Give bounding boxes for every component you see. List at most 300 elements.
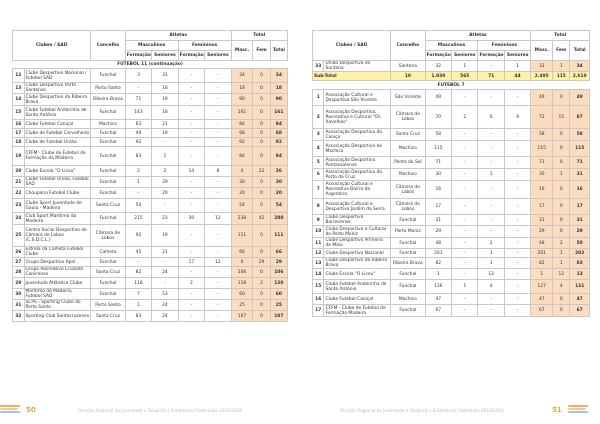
table-row <box>13 311 288 322</box>
club-name: Clube Desportivo Nacional <box>324 249 391 258</box>
total-masc: 127 <box>531 280 553 294</box>
total-fem: 42 <box>253 213 270 225</box>
concelho: Santa Cruz <box>91 199 126 213</box>
header-formacao: Formação <box>178 51 204 61</box>
seniores-fem: - <box>205 199 231 213</box>
concelho: Câmara de Lobos <box>391 181 425 199</box>
club-name: Associação Cultural e Recreativa Bairro da Argentina <box>324 181 391 199</box>
table-row <box>313 305 590 317</box>
table-row <box>13 147 288 166</box>
row-index: 33 <box>313 61 324 72</box>
total: 161 <box>270 106 287 120</box>
seniores-masc: - <box>452 305 478 317</box>
total: 31 <box>570 215 590 226</box>
formacao-fem: 30 <box>178 213 204 225</box>
total-masc: 84 <box>231 120 253 129</box>
total-fem: 0 <box>253 83 270 94</box>
subtotal-row <box>313 72 590 81</box>
page-number: 51 <box>552 406 562 414</box>
row-index: 9 <box>313 215 324 226</box>
club-name: Clube Sport Juventude de Gaula - Madeira <box>24 199 91 213</box>
total-masc: 16 <box>531 181 553 199</box>
total-fem: 29 <box>253 258 270 267</box>
header-seniores: Seniores <box>152 51 178 61</box>
seniores-fem: - <box>504 169 530 181</box>
total-fem: 0 <box>553 157 570 169</box>
formacao-fem: - <box>178 106 204 120</box>
row-index: 1 <box>313 90 324 106</box>
seniores-fem: - <box>504 238 530 249</box>
concelho: Funchal <box>91 177 126 188</box>
row-index: 24 <box>13 213 25 225</box>
seniores-fem: - <box>205 106 231 120</box>
table-row <box>313 215 590 226</box>
total-fem: 1 <box>553 258 570 269</box>
seniores-masc: 2 <box>152 166 178 177</box>
total-masc: 0 <box>231 258 253 267</box>
seniores-fem: - <box>205 311 231 322</box>
formacao-fem: - <box>178 138 204 147</box>
table-row <box>313 294 590 305</box>
seniores-fem: - <box>504 157 530 169</box>
concelho: Funchal <box>91 289 126 300</box>
club-name: Clube de Futebol Carvalheiro <box>25 130 90 136</box>
header-total-sub: Total <box>570 41 590 61</box>
formacao-masc: 16 <box>425 181 451 199</box>
total-fem: 0 <box>553 294 570 305</box>
concelho: Funchal <box>91 69 126 83</box>
header-clubes: Clubes / SAD <box>313 31 391 61</box>
table-row <box>13 177 288 188</box>
formacao-masc: 47 <box>425 294 451 305</box>
total-masc: 92 <box>231 138 253 147</box>
formacao-masc: 45 <box>125 247 151 258</box>
seniores-masc: - <box>452 249 478 258</box>
total: 30 <box>270 177 287 188</box>
total: 49 <box>570 90 590 106</box>
seniores-fem: - <box>205 138 231 147</box>
total-masc: 49 <box>531 90 553 106</box>
seniores-fem: - <box>504 90 530 106</box>
total-fem: 0 <box>553 305 570 317</box>
seniores-fem: - <box>205 289 231 300</box>
formacao-masc: 30 <box>425 169 451 181</box>
total-masc: 115 <box>531 141 553 157</box>
row-index: 21 <box>13 177 25 188</box>
formacao-masc: - <box>125 258 151 267</box>
total-fem: 0 <box>253 177 270 188</box>
formacao-fem: - <box>478 226 504 238</box>
seniores-fem: - <box>205 225 231 247</box>
seniores-masc: - <box>152 258 178 267</box>
row-index: 32 <box>13 311 25 322</box>
formacao-masc: 29 <box>425 226 451 238</box>
table-row <box>313 61 590 72</box>
formacao-fem: - <box>178 69 204 83</box>
total: 66 <box>270 247 287 258</box>
row-index: 23 <box>13 199 25 213</box>
formacao-fem: - <box>478 141 504 157</box>
seniores-masc: - <box>452 129 478 141</box>
seniores-fem: - <box>504 181 530 199</box>
club-name: Clube Escola "O Liceu" <box>324 269 391 280</box>
total-masc: 30 <box>231 177 253 188</box>
total-masc: 118 <box>231 278 253 289</box>
row-index: 31 <box>13 300 25 311</box>
formacao-fem: 14 <box>178 166 204 177</box>
total-fem: 0 <box>253 300 270 311</box>
club-name: Associação Desportiva de Machico <box>324 141 391 157</box>
total-masc: 29 <box>531 226 553 238</box>
concelho: Machico <box>391 141 425 157</box>
seniores-masc: 1 <box>152 147 178 166</box>
total-masc: 20 <box>231 188 253 199</box>
seniores-masc: 18 <box>152 106 178 120</box>
total-fem: 0 <box>253 247 270 258</box>
table-row <box>313 157 590 169</box>
table-row <box>313 258 590 269</box>
table-row <box>13 258 288 267</box>
seniores-fem: - <box>205 177 231 188</box>
total: 84 <box>270 147 287 166</box>
seniores-masc: 1 <box>452 61 478 72</box>
total: 18 <box>270 83 287 94</box>
row-index: 11 <box>313 238 324 249</box>
subtotal-label: Sub-Total <box>313 72 391 81</box>
club-name: Estrela da Calheta Futebol Clube <box>24 247 91 258</box>
total: 107 <box>270 311 287 322</box>
header-fem: Fem <box>553 41 570 61</box>
table-row <box>13 278 288 289</box>
concelho: Machico <box>391 169 425 181</box>
section-title: FUTEBOL 11 (continuação) <box>13 61 288 69</box>
total-fem: 0 <box>253 106 270 120</box>
club-name: Clube Desportivo e Cultural do Porto Moniz <box>324 226 391 238</box>
formacao-masc: 1 <box>425 269 451 280</box>
row-index: 16 <box>13 120 25 129</box>
seniores-masc: - <box>152 278 178 289</box>
row-index: 18 <box>13 138 25 147</box>
total: 16 <box>570 181 590 199</box>
table-row <box>313 129 590 141</box>
total-fem: 4 <box>553 280 570 294</box>
total-masc: 72 <box>531 106 553 129</box>
formacao-fem: - <box>478 199 504 215</box>
seniores-fem: - <box>205 147 231 166</box>
header-masc: Masc. <box>231 41 253 61</box>
total-masc: 1 <box>531 269 553 280</box>
formacao-masc: 71 <box>125 94 151 106</box>
seniores-masc: 24 <box>152 311 178 322</box>
formacao-fem: 17 <box>178 258 204 267</box>
seniores-fem: - <box>205 188 231 199</box>
formacao-masc: 82 <box>425 258 451 269</box>
seniores-masc: 29 <box>152 177 178 188</box>
table-row <box>13 247 288 258</box>
total-fem: 0 <box>553 215 570 226</box>
row-index: 5 <box>313 157 324 169</box>
formacao-fem: - <box>478 215 504 226</box>
total-fem: 0 <box>553 181 570 199</box>
seniores-masc: - <box>452 157 478 169</box>
club-name: CFFM - Clube de Futebol de Formação da Madeira <box>24 147 91 166</box>
table-row <box>13 69 288 83</box>
table-row <box>313 249 590 258</box>
seniores-fem: - <box>504 226 530 238</box>
row-index: 14 <box>13 94 25 106</box>
seniores-fem: - <box>504 141 530 157</box>
table-row <box>13 213 288 225</box>
row-index: 17 <box>13 129 25 138</box>
total-fem: 1 <box>553 61 570 72</box>
table-row <box>13 129 288 138</box>
total-masc: 60 <box>231 289 253 300</box>
total-masc: 161 <box>231 106 253 120</box>
right-page <box>300 0 600 424</box>
total: 29 <box>570 226 590 238</box>
total: 50 <box>570 238 590 249</box>
formacao-fem: - <box>178 311 204 322</box>
seniores-masc: 24 <box>152 300 178 311</box>
formacao-fem: - <box>178 300 204 311</box>
formacao-masc: 48 <box>425 238 451 249</box>
seniores-masc: 53 <box>152 289 178 300</box>
total-fem: 1 <box>553 169 570 181</box>
table-row <box>13 199 288 213</box>
header-seniores: Seniores <box>205 51 231 61</box>
table-row <box>13 267 288 278</box>
row-index: 15 <box>313 280 324 294</box>
concelho: Calheta <box>91 247 126 258</box>
total: 71 <box>570 157 590 169</box>
total: 60 <box>270 289 287 300</box>
row-index: 12 <box>13 69 25 83</box>
table-row <box>313 169 590 181</box>
subtotal-formacao-masc: 1.930 <box>425 72 451 81</box>
club-name: Associação Desportiva, Recreativa e Cultural "Os Xavelhas" <box>324 106 391 129</box>
total: 84 <box>270 120 287 129</box>
seniores-masc: - <box>452 269 478 280</box>
formacao-fem: 2 <box>178 278 204 289</box>
total-masc: 18 <box>231 83 253 94</box>
club-name: Associação Cultural e Desportiva São Vicente <box>324 90 391 106</box>
table-row <box>313 141 590 157</box>
row-index: 12 <box>313 249 324 258</box>
club-name: Clube Desportivo Porto Santense <box>24 83 91 94</box>
seniores-masc: 2 <box>452 106 478 129</box>
concelho: Machico <box>91 120 126 129</box>
seniores-masc: 24 <box>152 267 178 278</box>
club-name: Sporting Club Santacruzense <box>24 311 91 322</box>
total: 67 <box>570 305 590 317</box>
header-concelho: Concelho <box>91 31 126 61</box>
total-fem: 0 <box>253 69 270 83</box>
total-fem: 0 <box>553 141 570 157</box>
total: 25 <box>270 300 287 311</box>
table-row <box>13 83 288 94</box>
total-masc: 82 <box>531 258 553 269</box>
formacao-masc: 92 <box>125 138 151 147</box>
formacao-fem: - <box>178 267 204 278</box>
seniores-fem: - <box>504 129 530 141</box>
total-fem: 0 <box>253 120 270 129</box>
concelho: Câmara de Lobos <box>391 106 425 129</box>
subtotal-total: 2.610 <box>570 72 590 81</box>
seniores-masc: - <box>452 226 478 238</box>
seniores-fem: - <box>205 300 231 311</box>
footer-stripes <box>568 405 590 417</box>
seniores-fem: - <box>504 280 530 294</box>
concelho: Santa Cruz <box>91 267 126 278</box>
seniores-fem: - <box>205 267 231 278</box>
subtotal-fem: 115 <box>553 72 570 81</box>
row-index: 22 <box>13 188 25 199</box>
concelho: Santana <box>391 61 425 72</box>
concelho: Funchal <box>91 106 126 120</box>
total: 106 <box>270 267 287 278</box>
table-row <box>13 138 288 147</box>
seniores-masc: 21 <box>152 247 178 258</box>
total-fem: 15 <box>553 106 570 129</box>
total-masc: 58 <box>531 129 553 141</box>
total-masc: 34 <box>231 69 253 83</box>
formacao-masc: 1 <box>125 300 151 311</box>
total-fem: 0 <box>253 289 270 300</box>
table-row <box>313 90 590 106</box>
total: 111 <box>270 225 287 247</box>
concelho: Funchal <box>91 166 126 177</box>
formacao-fem: - <box>478 157 504 169</box>
table-row <box>13 300 288 311</box>
formacao-fem: 4 <box>478 280 504 294</box>
seniores-fem: - <box>205 247 231 258</box>
formacao-masc: 63 <box>125 120 151 129</box>
total: 29 <box>270 258 287 267</box>
formacao-masc: 115 <box>425 141 451 157</box>
formacao-fem: - <box>178 83 204 94</box>
total: 34 <box>270 69 287 83</box>
concelho: Funchal <box>391 305 425 317</box>
header-formacao: Formação <box>125 51 151 61</box>
subtotal-seniores-fem: 44 <box>504 72 530 81</box>
row-index: 29 <box>13 278 25 289</box>
formacao-masc: 92 <box>125 225 151 247</box>
club-name: CFFM - Clube de Futebol de Formação Madeira <box>324 305 391 317</box>
formacao-masc: 31 <box>425 215 451 226</box>
club-name: Clube Futebol União, Futebol SAD <box>24 177 91 188</box>
formacao-fem: - <box>178 177 204 188</box>
seniores-fem: - <box>504 215 530 226</box>
table-row <box>13 94 288 106</box>
total-fem: 0 <box>553 226 570 238</box>
header-femininos: Femininos <box>178 41 231 51</box>
header-seniores: Seniores <box>452 51 478 61</box>
formacao-masc: 32 <box>425 61 451 72</box>
formacao-fem: 2 <box>478 238 504 249</box>
total-masc: 33 <box>531 61 553 72</box>
total-fem: 2 <box>553 238 570 249</box>
row-index: 19 <box>13 147 25 166</box>
concelho: Ribeira Brava <box>91 94 126 106</box>
formacao-masc: 58 <box>425 129 451 141</box>
club-name: SCPS - Sporting Clube do Porto Santo <box>24 300 91 311</box>
formacao-masc: 83 <box>125 311 151 322</box>
formacao-fem: - <box>178 147 204 166</box>
total: 92 <box>270 138 287 147</box>
seniores-fem: - <box>205 278 231 289</box>
seniores-masc: - <box>452 258 478 269</box>
seniores-masc: 23 <box>152 213 178 225</box>
subtotal-concelho: 10 <box>391 72 425 81</box>
table-row <box>313 226 590 238</box>
table-row <box>13 225 288 247</box>
formacao-fem: - <box>178 225 204 247</box>
table-row <box>13 188 288 199</box>
header-atletas: Atletas <box>125 31 231 41</box>
formacao-masc: 136 <box>425 280 451 294</box>
total: 58 <box>570 129 590 141</box>
seniores-fem: 12 <box>205 213 231 225</box>
seniores-masc: - <box>452 181 478 199</box>
concelho: Funchal <box>391 238 425 249</box>
total-masc: 30 <box>531 169 553 181</box>
concelho: Funchal <box>91 278 126 289</box>
club-name: Clube Futebol Andorinha de Santo António <box>24 106 91 120</box>
seniores-fem: 1 <box>504 61 530 72</box>
seniores-masc: 19 <box>152 129 178 138</box>
club-name: Juventude Atlântico Clube <box>24 278 91 289</box>
header-total-sub: Total <box>270 41 287 61</box>
row-index: 17 <box>313 305 324 317</box>
formacao-fem: - <box>478 294 504 305</box>
total-masc: 31 <box>531 215 553 226</box>
concelho: Funchal <box>91 147 126 166</box>
concelho: Funchal <box>391 280 425 294</box>
total-masc: 111 <box>231 225 253 247</box>
total: 120 <box>270 278 287 289</box>
total: 34 <box>570 61 590 72</box>
formacao-masc: 215 <box>125 213 151 225</box>
total-fem: 0 <box>253 147 270 166</box>
seniores-fem: 9 <box>504 106 530 129</box>
row-index: 13 <box>13 83 25 94</box>
formacao-fem: 1 <box>478 249 504 258</box>
seniores-masc: 1 <box>452 280 478 294</box>
total: 31 <box>570 169 590 181</box>
formacao-fem: - <box>178 129 204 138</box>
seniores-masc: - <box>452 238 478 249</box>
seniores-masc: 31 <box>152 69 178 83</box>
concelho: Câmara de Lobos <box>91 225 126 247</box>
formacao-fem: - <box>478 61 504 72</box>
total-fem: 1 <box>553 249 570 258</box>
concelho: Funchal <box>91 213 126 225</box>
club-name: Clube Desportivo Primeiro de Maio <box>324 238 391 249</box>
athletes-table-right <box>312 30 590 317</box>
formacao-fem: 1 <box>478 258 504 269</box>
total-fem: 0 <box>253 138 270 147</box>
seniores-masc: - <box>452 294 478 305</box>
formacao-fem: - <box>478 305 504 317</box>
header-total: Total <box>231 31 287 41</box>
seniores-fem: - <box>205 120 231 129</box>
formacao-masc: 143 <box>125 106 151 120</box>
formacao-fem: - <box>178 199 204 213</box>
formacao-masc: 49 <box>125 129 151 138</box>
subtotal-masc: 2.495 <box>531 72 553 81</box>
concelho: Porto Moniz <box>391 226 425 238</box>
total-fem: 0 <box>253 129 270 138</box>
